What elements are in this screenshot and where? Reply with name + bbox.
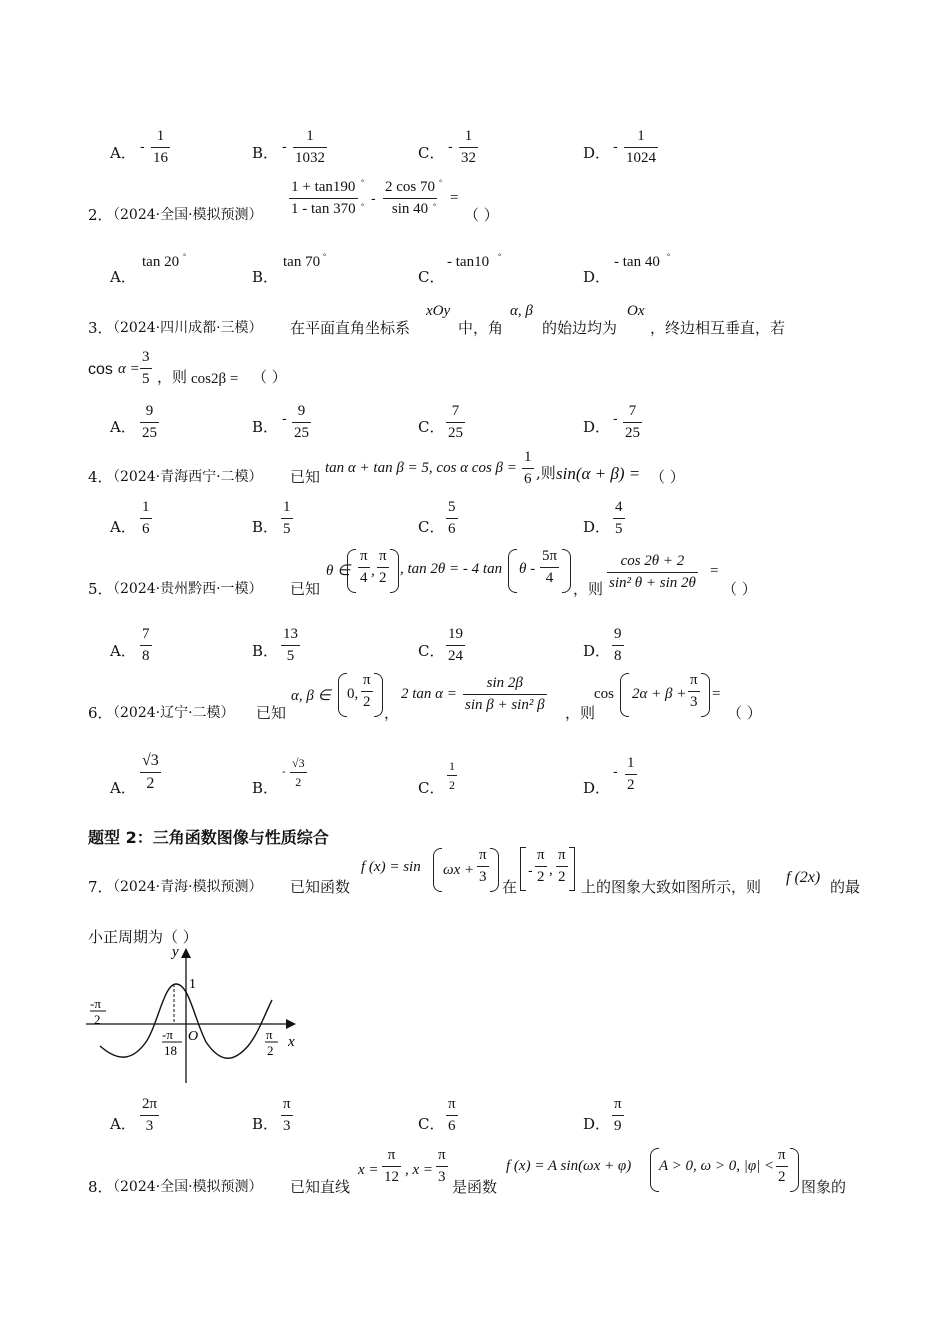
q6-paren-left-2	[620, 673, 629, 717]
q8-fraction-pi-3: π 3	[438, 1147, 446, 1185]
q2-number: 2．	[88, 206, 113, 224]
q3-answer-blank: （ ）	[252, 368, 287, 386]
q5-number: 5．	[88, 580, 113, 598]
q2-source: （2024·全国·模拟预测）	[106, 207, 263, 223]
q4-source: （2024·青海西宁·二模）	[106, 469, 263, 485]
q7-right-tick-den: 2	[267, 1043, 274, 1058]
q4-expression-1: tan α + tan β = 5, cos α cos β =	[325, 460, 517, 476]
q6-paren-right-1	[374, 673, 383, 717]
q5-option-d-letter: D．	[583, 642, 611, 660]
q7-left-tick-num: -π	[90, 996, 101, 1011]
q6-paren-left-1	[338, 673, 347, 717]
q8-text-2: 是函数	[452, 1178, 498, 1196]
q6-zero: 0,	[347, 686, 359, 702]
q2-option-b-deg: °	[323, 252, 327, 261]
q5-big-fraction: cos 2θ + 2 sin² θ + sin 2θ	[609, 553, 696, 591]
q6-option-a-fraction: √3 2	[142, 752, 159, 792]
q1-option-a-sign: -	[140, 138, 145, 154]
q7-y-axis-arrow	[181, 948, 191, 958]
q3-cos2b: cos2β =	[191, 371, 239, 387]
q5-fraction-pi-4: π 4	[360, 548, 368, 586]
q2-deg-1: °	[361, 178, 365, 187]
q3-text-4: ，终边相互垂直，若	[650, 319, 786, 337]
q5-option-d-fraction: 9 8	[614, 626, 622, 664]
q4-fraction: 1 6	[524, 449, 532, 487]
q1-option-a-fraction: 1 16	[153, 128, 168, 166]
q6-option-d-letter: D．	[583, 779, 611, 797]
q2-option-c-text: - tan10	[447, 254, 490, 270]
q6-cos: cos	[594, 686, 614, 702]
q8-x-eq: x =	[358, 1162, 379, 1178]
q5-text-2: ，则	[573, 580, 604, 598]
q6-source: （2024·辽宁·二模）	[106, 705, 235, 721]
q7-y-label: y	[172, 944, 179, 960]
q2-option-d-letter: D．	[583, 268, 611, 286]
q3-source: （2024·四川成都·三模）	[106, 320, 263, 336]
q7-text-4: 小正周期为（ ）	[88, 928, 198, 946]
q8-paren-right	[790, 1148, 799, 1192]
q3-number: 3．	[88, 319, 113, 337]
q1-option-b-letter: B．	[252, 144, 279, 162]
q3-xoy: xOy	[426, 303, 451, 319]
q7-left-tick-den: 2	[94, 1012, 101, 1027]
q2-equals: =	[450, 190, 459, 206]
q3-option-d-letter: D．	[583, 418, 611, 436]
q7-text-2: 上的图象大致如图所示，则	[581, 878, 762, 896]
q6-alpha-beta-in: α, β ∈	[291, 688, 331, 704]
q7-text-1: 已知函数	[290, 878, 351, 896]
q4-option-c-fraction: 5 6	[448, 499, 456, 537]
q3-option-d-sign: -	[613, 410, 618, 426]
q7-fraction-pi-2: π 2	[558, 847, 566, 885]
q6-tan-lhs: 2 tan α =	[401, 686, 457, 702]
q1-option-c-fraction: 1 32	[461, 128, 476, 166]
q4-answer-blank: （ ）	[650, 468, 685, 486]
q7-peak-label: 1	[189, 977, 196, 992]
q5-fraction-pi-2: π 2	[379, 548, 387, 586]
q5-comma: ,	[371, 563, 375, 579]
q1-option-a-letter: A．	[110, 144, 136, 162]
q4-expression-2: sin(α + β) =	[556, 464, 641, 483]
q7-option-a-fraction: 2π 3	[142, 1096, 158, 1134]
q2-option-c-letter: C．	[418, 268, 445, 286]
q8-mid: , x =	[405, 1162, 434, 1178]
q3-option-a-fraction: 9 25	[142, 403, 157, 441]
q3-option-a-letter: A．	[110, 418, 136, 436]
q4-text-1: 已知	[290, 468, 321, 486]
q6-option-d-sign: -	[613, 763, 618, 779]
q7-paren-right	[490, 848, 499, 892]
q5-source: （2024·贵州黔西·一模）	[106, 581, 263, 597]
q5-equals: =	[710, 563, 719, 579]
q7-sine-graph	[86, 938, 306, 1088]
q3-alpha-beta: α, β	[510, 303, 533, 319]
q4-number: 4．	[88, 468, 113, 486]
q4-text-2: ,则	[536, 464, 556, 482]
q5-option-a-letter: A．	[110, 642, 136, 660]
q7-fx: f (x) = sin	[361, 859, 421, 875]
q2-option-b-text: tan 70	[283, 254, 321, 270]
q8-source: （2024·全国·模拟预测）	[106, 1179, 263, 1195]
q4-option-b-letter: B．	[252, 518, 279, 536]
q5-option-b-letter: B．	[252, 642, 279, 660]
q2-answer-blank: （ ）	[464, 206, 499, 224]
q5-paren-right-1	[390, 549, 399, 593]
q6-big-fraction: sin 2β sin β + sin² β	[465, 675, 545, 713]
q1-option-d-letter: D．	[583, 144, 611, 162]
q7-paren-left	[433, 848, 442, 892]
q3-option-b-letter: B．	[252, 418, 279, 436]
q5-paren-left-2	[508, 549, 517, 593]
q8-fraction-pi-2: π 2	[778, 1147, 786, 1185]
q5-fraction-5pi-4: 5π 4	[542, 548, 558, 586]
q7-option-d-fraction: π 9	[614, 1096, 622, 1134]
q2-minus: -	[371, 190, 376, 206]
q7-in: 在	[502, 878, 518, 896]
q6-option-a-letter: A．	[110, 779, 136, 797]
q6-equals: =	[712, 686, 721, 702]
q2-option-a-text: tan 20	[142, 254, 180, 270]
q7-mid-tick-num: -π	[162, 1027, 173, 1042]
q2-fraction-2: 2 cos 70 sin 40	[385, 179, 435, 217]
q6-option-b-fraction: √3 2	[292, 756, 305, 789]
q3-option-b-sign: -	[282, 410, 287, 426]
q6-fraction-pi-3: π 3	[690, 672, 698, 710]
q2-option-d-text: - tan 40	[614, 254, 660, 270]
q6-inner: 2α + β +	[632, 686, 687, 702]
q7-minus: -	[528, 862, 533, 878]
q7-x-axis-arrow	[286, 1019, 296, 1029]
q4-option-a-fraction: 1 6	[142, 499, 150, 537]
q7-option-b-letter: B．	[252, 1115, 279, 1133]
q6-option-c-fraction: 1 2	[449, 759, 455, 792]
q6-text-1: 已知	[256, 704, 287, 722]
q8-fraction-pi-12: π 12	[384, 1147, 399, 1185]
q7-option-d-letter: D．	[583, 1115, 611, 1133]
q7-number: 7．	[88, 878, 113, 896]
q3-cos: cos	[88, 361, 113, 378]
q6-answer-blank: （ ）	[727, 704, 762, 722]
q6-paren-right-2	[701, 673, 710, 717]
q3-ox: Ox	[627, 303, 645, 319]
q5-option-c-fraction: 19 24	[448, 626, 463, 664]
q8-paren-left	[650, 1148, 659, 1192]
q5-option-c-letter: C．	[418, 642, 445, 660]
q7-x-label: x	[288, 1034, 295, 1050]
q1-option-d-sign: -	[613, 138, 618, 154]
q6-option-b-letter: B．	[252, 779, 279, 797]
q3-option-b-fraction: 9 25	[294, 403, 309, 441]
q1-option-c-letter: C．	[418, 144, 445, 162]
q5-tan-expression: , tan 2θ = - 4 tan	[400, 561, 503, 577]
q3-text-2: 中，角	[458, 319, 504, 337]
q1-option-d-fraction: 1 1024	[626, 128, 656, 166]
q4-option-c-letter: C．	[418, 518, 445, 536]
q6-option-d-fraction: 1 2	[627, 755, 635, 793]
q8-fx: f (x) = A sin(ωx + φ)	[506, 1158, 632, 1174]
q7-mid-tick-den: 18	[164, 1043, 177, 1058]
q5-theta-in: θ ∈	[326, 563, 351, 579]
q2-deg-3: °	[439, 178, 443, 187]
q1-option-b-sign: -	[282, 138, 287, 154]
q4-option-d-fraction: 4 5	[615, 499, 623, 537]
q5-option-b-fraction: 13 5	[283, 626, 298, 664]
q2-deg-4: °	[433, 202, 437, 211]
q3-option-c-fraction: 7 25	[448, 403, 463, 441]
q2-option-a-letter: A．	[110, 268, 136, 286]
q6-option-c-letter: C．	[418, 779, 445, 797]
q2-deg-2: °	[361, 202, 365, 211]
q4-option-b-fraction: 1 5	[283, 499, 291, 537]
q7-right-tick-num: π	[266, 1027, 273, 1042]
q7-option-a-letter: A．	[110, 1115, 136, 1133]
q7-comma: ,	[549, 862, 553, 878]
q1-option-c-sign: -	[448, 138, 453, 154]
q3-text-1: 在平面直角坐标系	[290, 319, 411, 337]
q7-bracket-left	[520, 847, 526, 891]
q7-inner: ωx +	[443, 862, 475, 878]
q7-option-c-fraction: π 6	[448, 1096, 456, 1134]
q5-theta-minus: θ -	[519, 561, 536, 577]
section-heading: 题型 2：三角函数图像与性质综合	[88, 828, 329, 847]
q8-text-1: 已知直线	[290, 1178, 351, 1196]
q2-option-b-letter: B．	[252, 268, 279, 286]
q7-bracket-right	[569, 847, 575, 891]
q8-condition: A > 0, ω > 0, |φ| <	[659, 1158, 775, 1174]
q5-text-1: 已知	[290, 580, 321, 598]
q1-option-b-fraction: 1 1032	[295, 128, 325, 166]
q6-text-2: ，则	[565, 704, 596, 722]
q2-option-a-deg: °	[183, 252, 187, 261]
q7-fraction-neg-pi-2: π 2	[537, 847, 545, 885]
q8-text-3: 图象的	[801, 1178, 847, 1196]
q3-alpha-eq: α =	[118, 361, 140, 377]
q5-option-a-fraction: 7 8	[142, 626, 150, 664]
q2-fraction-1: 1 + tan190 1 - tan 370	[291, 179, 356, 217]
q4-option-a-letter: A．	[110, 518, 136, 536]
q4-option-d-letter: D．	[583, 518, 611, 536]
q5-answer-blank: （ ）	[722, 580, 757, 598]
q2-option-d-deg: °	[667, 252, 671, 261]
q2-option-c-deg: °	[498, 252, 502, 261]
q3-option-c-letter: C．	[418, 418, 445, 436]
q6-comma: ，	[384, 704, 400, 722]
q6-option-b-sign: -	[282, 766, 286, 778]
q5-paren-right-2	[562, 549, 571, 593]
q6-fraction-pi-2: π 2	[363, 672, 371, 710]
q6-number: 6．	[88, 704, 113, 722]
q3-text-3: 的始边均为	[542, 319, 618, 337]
q8-number: 8．	[88, 1178, 113, 1196]
q7-fraction-pi-3: π 3	[479, 847, 487, 885]
q5-paren-left-1	[347, 549, 356, 593]
q7-option-b-fraction: π 3	[283, 1096, 291, 1134]
q3-fraction: 3 5	[142, 349, 150, 387]
q3-option-d-fraction: 7 25	[625, 403, 640, 441]
q7-f2x: f (2x)	[786, 869, 821, 886]
q7-text-3: 的最	[830, 878, 861, 896]
q3-text-5: ，则	[157, 368, 188, 386]
q7-source: （2024·青海·模拟预测）	[106, 879, 263, 895]
q7-option-c-letter: C．	[418, 1115, 445, 1133]
q7-origin-label: O	[188, 1029, 199, 1044]
